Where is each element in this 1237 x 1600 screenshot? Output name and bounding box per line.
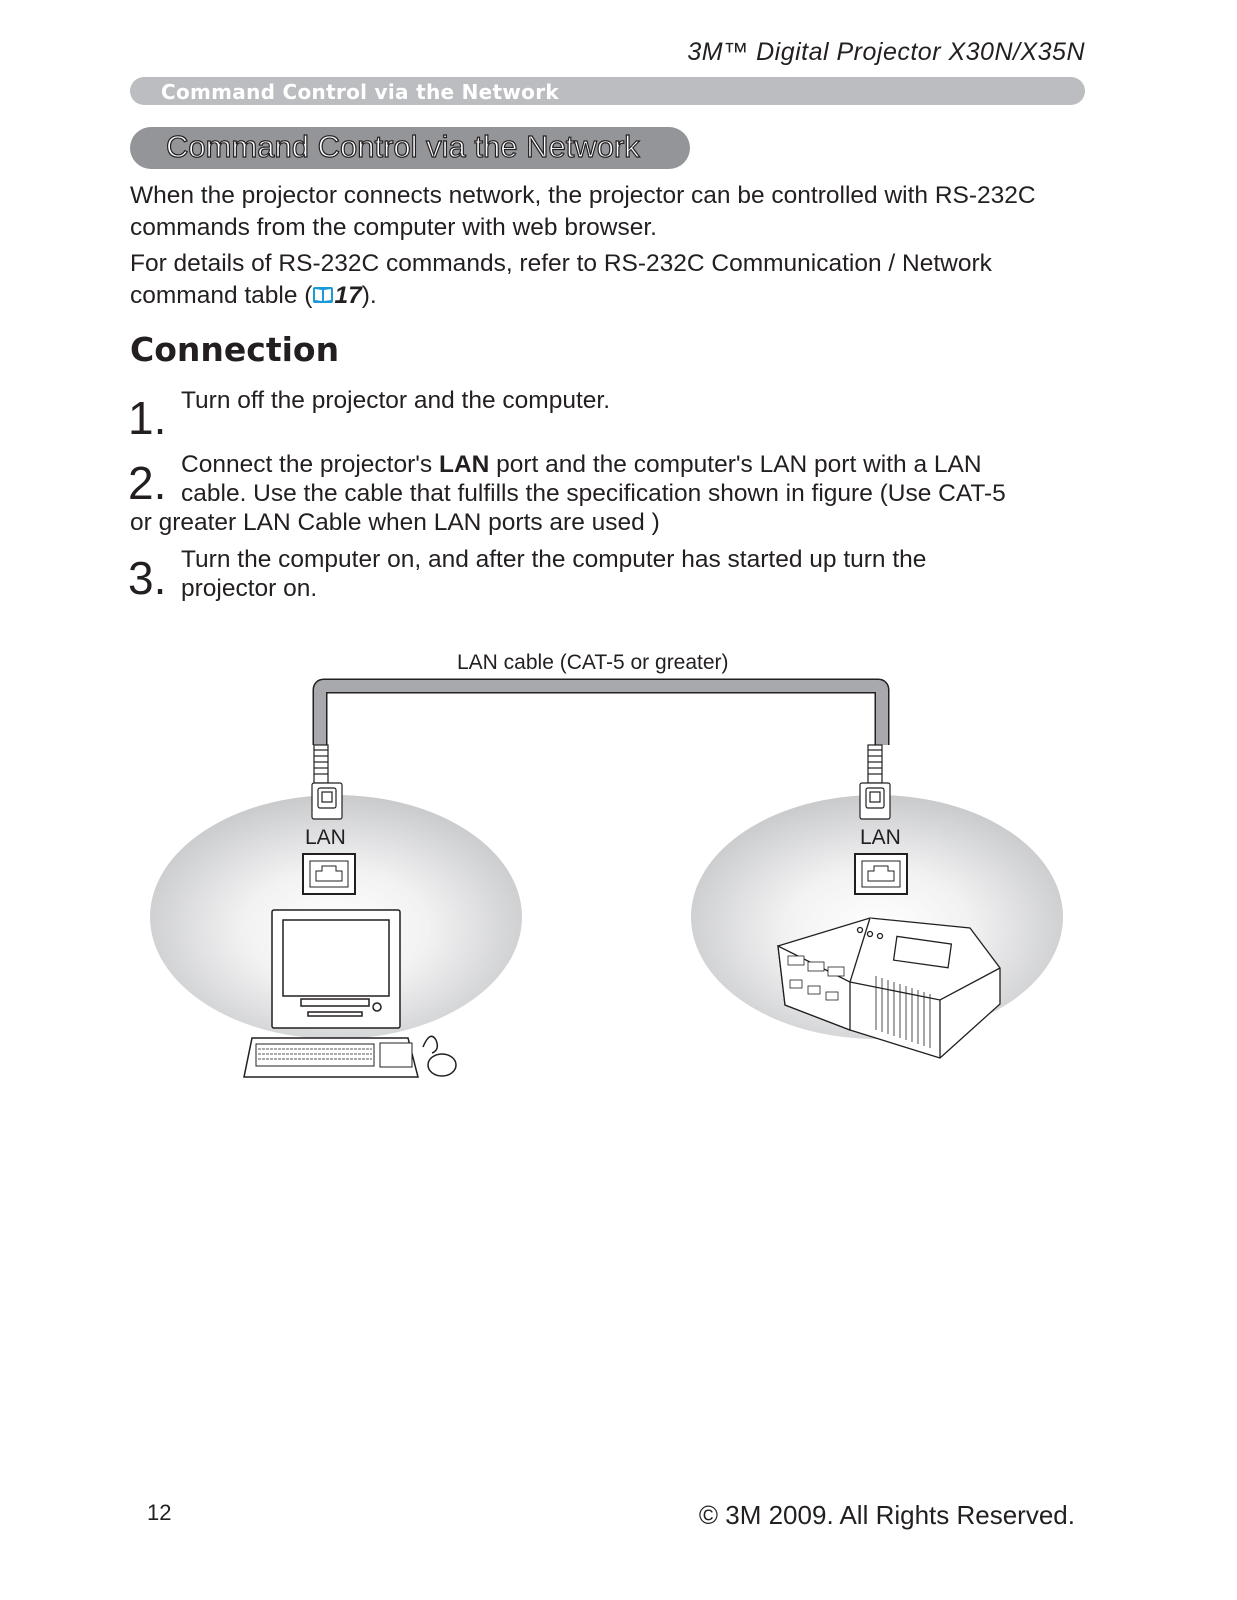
connection-heading: Connection xyxy=(130,330,340,369)
step-text-line: Turn the computer on, and after the computer has started up turn the xyxy=(181,546,927,573)
details-text-suffix: ). xyxy=(361,282,377,309)
left-rj45-plug-icon xyxy=(312,745,342,819)
projector-lan-port-icon xyxy=(855,854,907,894)
details-text-prefix: For details of RS-232C commands, refer to RS-232C Communication / Network command table ( xyxy=(130,250,992,309)
step-text-part: Connect the projector's xyxy=(181,451,439,478)
step-number: 3. xyxy=(128,552,167,604)
right-rj45-plug-icon xyxy=(860,745,890,819)
intro-text: When the projector connects network, the projector can be controlled with RS-232C commands from the computer with web browser. xyxy=(130,182,1036,241)
step-number: 2. xyxy=(128,457,167,509)
page-reference-link[interactable]: 17 xyxy=(334,282,362,309)
copyright-notice: © 3M 2009. All Rights Reserved. xyxy=(698,1500,1075,1530)
chapter-bar-label: Command Control via the Network xyxy=(161,80,559,104)
step-text-line: or greater LAN Cable when LAN ports are used ) xyxy=(130,509,660,536)
step-text-part: port and the computer's LAN port with a LAN xyxy=(489,451,982,478)
computer-lan-label: LAN xyxy=(305,826,346,849)
step-text-line: cable. Use the cable that fulfills the specification shown in figure (Use CAT-5 xyxy=(181,480,1006,507)
step-number: 1. xyxy=(128,392,167,444)
document-title: 3M™ Digital Projector X30N/X35N xyxy=(687,38,1085,66)
projector-icon xyxy=(778,918,1000,1058)
computer-lan-port-icon xyxy=(303,854,355,894)
section-title: Command Control via the Network xyxy=(166,129,640,164)
step-text-line: projector on. xyxy=(181,575,318,602)
lan-bold-term: LAN xyxy=(438,451,490,478)
page-number: 12 xyxy=(147,1500,172,1525)
lan-cable-label: LAN cable (CAT-5 or greater) xyxy=(457,651,729,674)
lan-cable xyxy=(320,686,882,745)
projector-lan-label: LAN xyxy=(860,826,901,849)
step-text: Turn off the projector and the computer. xyxy=(181,387,611,414)
